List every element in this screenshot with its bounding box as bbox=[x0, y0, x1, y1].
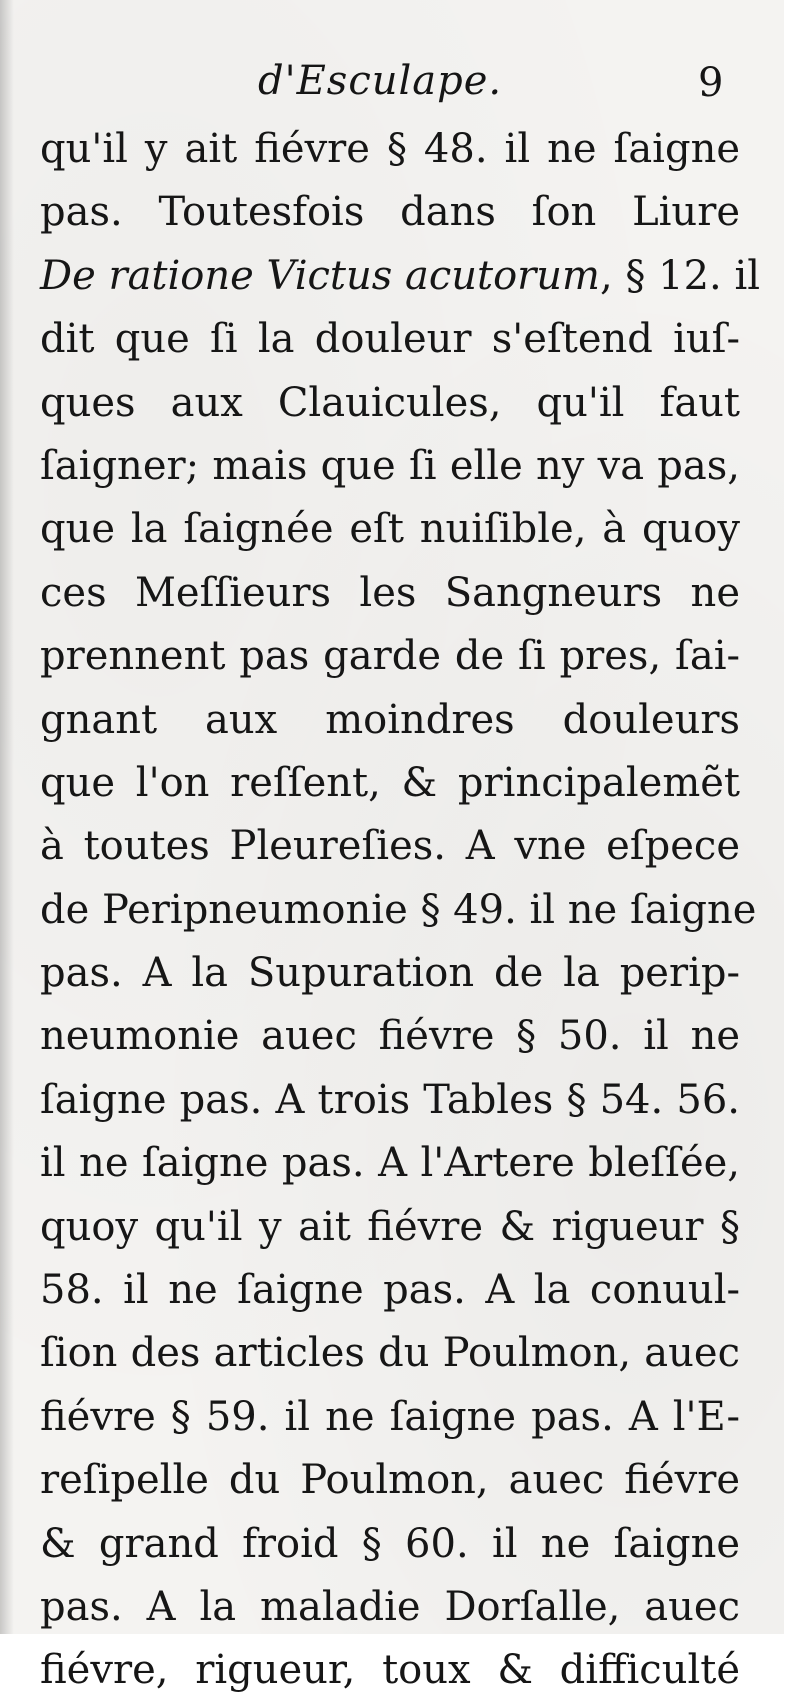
italic-title: De ratione Victus acutorum bbox=[40, 252, 600, 299]
text-line: reſipelle du Poulmon, auec fiévre bbox=[40, 1457, 740, 1504]
text-line: qu'il y ait fiévre § 48. il ne ſaigne bbox=[40, 126, 740, 172]
text-line: prennent pas garde de ſi pres, ſai- bbox=[40, 633, 740, 680]
text-line: pas. A la Supuration de la perip- bbox=[40, 950, 740, 997]
text-line: quoy qu'il y ait fiévre & rigueur § bbox=[40, 1203, 740, 1250]
text-line: 58. il ne ſaigne pas. A la conuul- bbox=[40, 1267, 740, 1314]
body-text bbox=[40, 118, 761, 1703]
text-line: ſaigne pas. A trois Tables § 54. 56. bbox=[40, 1076, 740, 1123]
text-line: pas. Toutesfois dans ſon Liure bbox=[40, 189, 740, 236]
page-margin bbox=[784, 0, 800, 1634]
text-line: & grand froid § 60. il ne ſaigne bbox=[40, 1520, 740, 1567]
text-line: que la ſaignée eſt nuiſible, à quoy bbox=[40, 506, 740, 553]
page-number: 9 bbox=[698, 60, 724, 106]
text-line: ſion des articles du Poulmon, auec bbox=[40, 1330, 740, 1377]
page-header bbox=[0, 58, 790, 118]
spine-shadow bbox=[0, 0, 14, 1634]
text-line-rest: , § 12. il bbox=[599, 252, 761, 299]
text-line: de Peripneumonie § 49. il ne ſaigne bbox=[40, 886, 757, 933]
text-line: à toutes Pleureſies. A vne eſpece bbox=[40, 823, 740, 870]
text-line: que l'on reſſent, & principalemẽt bbox=[40, 759, 740, 806]
text-line: gnant aux moindres douleurs bbox=[40, 696, 740, 743]
text-line: ces Meſſieurs les Sangneurs ne bbox=[40, 569, 740, 616]
text-line: pas. A la maladie Dorſalle, auec bbox=[40, 1583, 740, 1630]
text-line: il ne ſaigne pas. A l'Artere bleſſée, bbox=[40, 1140, 740, 1187]
text-line: dit que ſi la douleur s'eſtend iuſ- bbox=[40, 316, 740, 363]
text-line: ſaigner; mais que ſi elle ny va pas, bbox=[40, 442, 740, 489]
running-head: d'Esculape. bbox=[258, 58, 503, 104]
text-line bbox=[40, 245, 761, 308]
text-line: neumonie auec fiévre § 50. il ne bbox=[40, 1013, 740, 1060]
text-line: fiévre, rigueur, toux & difficulté bbox=[40, 1647, 740, 1694]
text-line: fiévre § 59. il ne ſaigne pas. A l'E- bbox=[40, 1393, 740, 1440]
text-line: ques aux Clauicules, qu'il faut bbox=[40, 379, 740, 426]
